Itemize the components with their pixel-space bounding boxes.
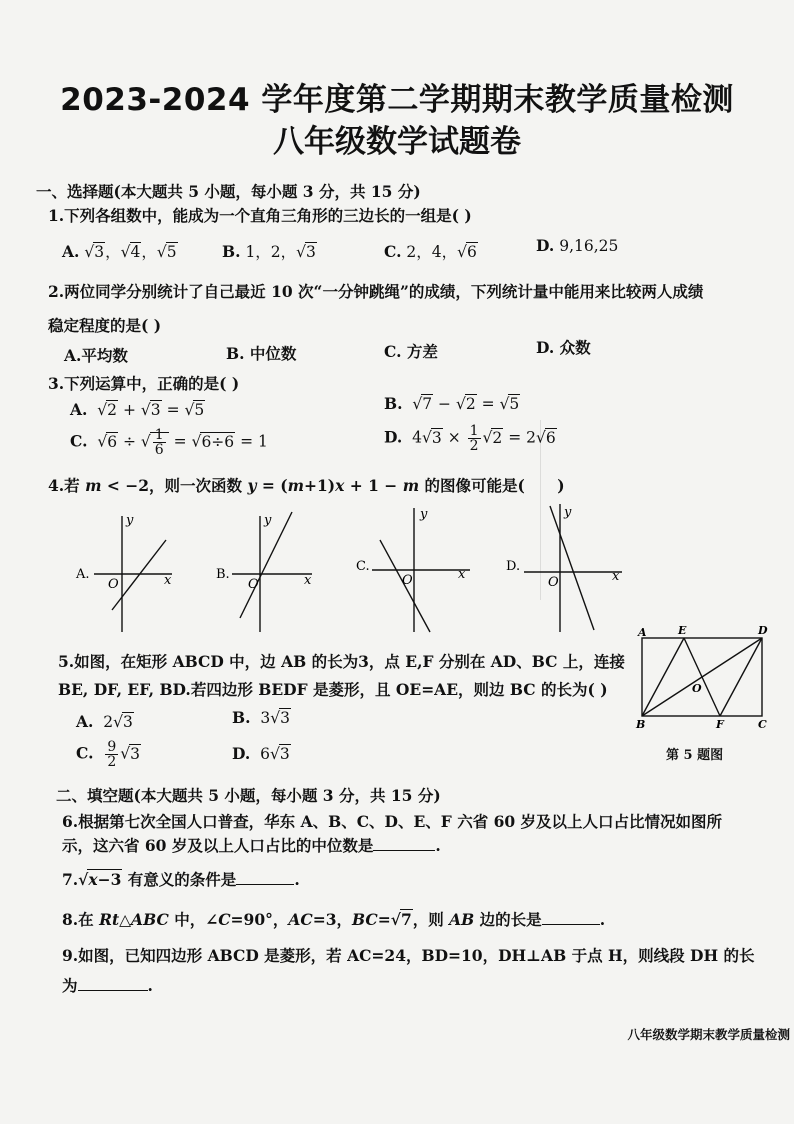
q2-stem-line-2: 稳定程度的是( ) bbox=[48, 316, 162, 335]
q5-figure-caption: 第 5 题图 bbox=[666, 748, 724, 763]
q6-line-2-text: 示，这六省 60 岁及以上人口占比的中位数是 bbox=[62, 836, 374, 855]
q5-stem-line-1: 5.如图，在矩形 ABCD 中，边 AB 的长为3，点 E,F 分别在 AD、BC 上，连接 bbox=[58, 652, 625, 671]
svg-text:x: x bbox=[612, 569, 620, 584]
section-1-heading: 一、选择题(本大题共 5 小题，每小题 3 分，共 15 分) bbox=[36, 182, 421, 201]
q4-graph-d-label: D. bbox=[506, 559, 521, 574]
svg-text:B: B bbox=[636, 718, 646, 731]
q1-option-d bbox=[536, 236, 618, 255]
title-line-2: 八年级数学试题卷 bbox=[273, 124, 521, 160]
svg-text:y: y bbox=[564, 505, 572, 520]
q2-option-a: A.平均数 bbox=[64, 346, 128, 365]
q5-option-d: D. 6√3 bbox=[232, 744, 290, 763]
q3-option-b: B. √7 − √2 = √5 bbox=[384, 394, 520, 413]
svg-text:E: E bbox=[678, 624, 687, 637]
graph-line bbox=[550, 506, 594, 630]
q3-option-d: D. 4√3 × $\frac{1}{2}$ √2 = 2√6 bbox=[384, 423, 556, 454]
q4-stem: 4.若 m < −2，则一次函数 y = (m+1)x + 1 − m 的图像可能是( ) bbox=[48, 476, 565, 495]
q2-option-c: C. 方差 bbox=[384, 342, 438, 361]
q5-option-b: B. 3√3 bbox=[232, 708, 290, 727]
q1-option-d-label: D. bbox=[536, 236, 555, 255]
svg-text:C: C bbox=[758, 718, 767, 731]
q5-option-c: C. $\frac{9}{2}$ √3 bbox=[76, 739, 141, 770]
q2-option-d: D. 众数 bbox=[536, 338, 591, 357]
title-line-1: 2023-2024 学年度第二学期期末教学质量检测 bbox=[60, 82, 734, 118]
q1-option-b-label: B. bbox=[222, 242, 241, 261]
svg-text:D: D bbox=[758, 624, 768, 637]
q5-stem-line-2: BE, DF, EF, BD.若四边形 BEDF 是菱形，且 OE=AE，则边 BC 的长为( ) bbox=[58, 680, 608, 699]
q3-option-c: C. √6 ÷ √ $\frac{1}{6}$ = √6÷6 = 1 bbox=[70, 427, 268, 458]
svg-text:O: O bbox=[692, 682, 702, 695]
q5-option-a: A. 2√3 bbox=[76, 712, 133, 731]
q4-graph-a bbox=[75, 513, 172, 632]
segment-be bbox=[642, 638, 684, 716]
q8-answer-blank[interactable] bbox=[542, 910, 600, 925]
q7-answer-blank[interactable] bbox=[236, 870, 294, 885]
svg-text:y: y bbox=[264, 513, 272, 528]
svg-text:x: x bbox=[164, 573, 172, 588]
svg-text:O: O bbox=[548, 575, 559, 590]
q1-option-c-label: C. bbox=[384, 242, 402, 261]
q6-line-1: 6.根据第七次全国人口普查，华东 A、B、C、D、E、F 六省 60 岁及以上人口占比情况如图所 bbox=[62, 812, 723, 831]
q9-line-2: 为 . bbox=[62, 976, 153, 995]
q4-graph-c bbox=[356, 507, 470, 632]
svg-text:y: y bbox=[126, 513, 134, 528]
q2-stem-line-1: 2.两位同学分别统计了自己最近 10 次“一分钟跳绳”的成绩，下列统计量中能用来比较两人成绩 bbox=[48, 282, 704, 301]
section-2-heading: 二、填空题(本大题共 5 小题，每小题 3 分，共 15 分) bbox=[56, 786, 441, 805]
q6-answer-blank[interactable] bbox=[373, 836, 435, 851]
svg-text:O: O bbox=[108, 577, 119, 592]
q7-text: 7.√x−3 有意义的条件是 . bbox=[62, 870, 300, 889]
q6-line-2: 示，这六省 60 岁及以上人口占比的中位数是 . bbox=[62, 836, 441, 855]
svg-text:A: A bbox=[638, 626, 647, 639]
svg-text:y: y bbox=[420, 507, 428, 522]
q1-option-b bbox=[222, 240, 317, 262]
q9-line-1: 9.如图，已知四边形 ABCD 是菱形，若 AC=24，BD=10，DH⊥AB 于点 H，则线段 DH 的长 bbox=[62, 946, 755, 965]
q3-option-a: A. √2 + √3 = √5 bbox=[70, 400, 205, 419]
graph-line bbox=[112, 540, 166, 610]
q1-option-a-text: √3，√4，√5 bbox=[84, 243, 177, 261]
svg-text:x: x bbox=[458, 567, 466, 582]
q9-answer-blank[interactable] bbox=[78, 976, 148, 991]
q1-option-a bbox=[62, 240, 178, 262]
q4-graph-d bbox=[506, 504, 622, 632]
q3-stem: 3.下列运算中，正确的是( ) bbox=[48, 374, 240, 393]
q9-line-2-text: 为 bbox=[62, 976, 78, 995]
q1-option-b-text: 1，2，√3 bbox=[245, 243, 316, 261]
q2-option-b: B. 中位数 bbox=[226, 344, 297, 363]
svg-text:x: x bbox=[304, 573, 312, 588]
svg-text:O: O bbox=[402, 573, 413, 588]
page-footer: 八年级数学期末教学质量检测 bbox=[627, 1027, 790, 1042]
q1-stem: 1.下列各组数中，能成为一个直角三角形的三边长的一组是( ) bbox=[48, 206, 472, 225]
q4-graph-b-label: B. bbox=[216, 567, 230, 582]
svg-text:F: F bbox=[716, 718, 724, 731]
svg-text:O: O bbox=[248, 577, 259, 592]
q8-text: 8.在 Rt△ABC 中，∠C=90°，AC=3，BC=√7，则 AB 边的长是 . bbox=[62, 910, 606, 929]
q1-option-c bbox=[384, 240, 478, 262]
q4-graphs bbox=[60, 500, 780, 640]
q4-graph-c-label: C. bbox=[356, 559, 370, 574]
q4-graph-b bbox=[216, 512, 312, 632]
q4-graph-a-label: A. bbox=[76, 567, 90, 582]
q1-option-c-text: 2，4，√6 bbox=[406, 243, 477, 261]
q1-option-a-label: A. bbox=[62, 242, 80, 261]
q1-option-d-text: 9,16,25 bbox=[559, 237, 619, 255]
segment-bd bbox=[642, 638, 762, 716]
segment-df bbox=[720, 638, 762, 716]
